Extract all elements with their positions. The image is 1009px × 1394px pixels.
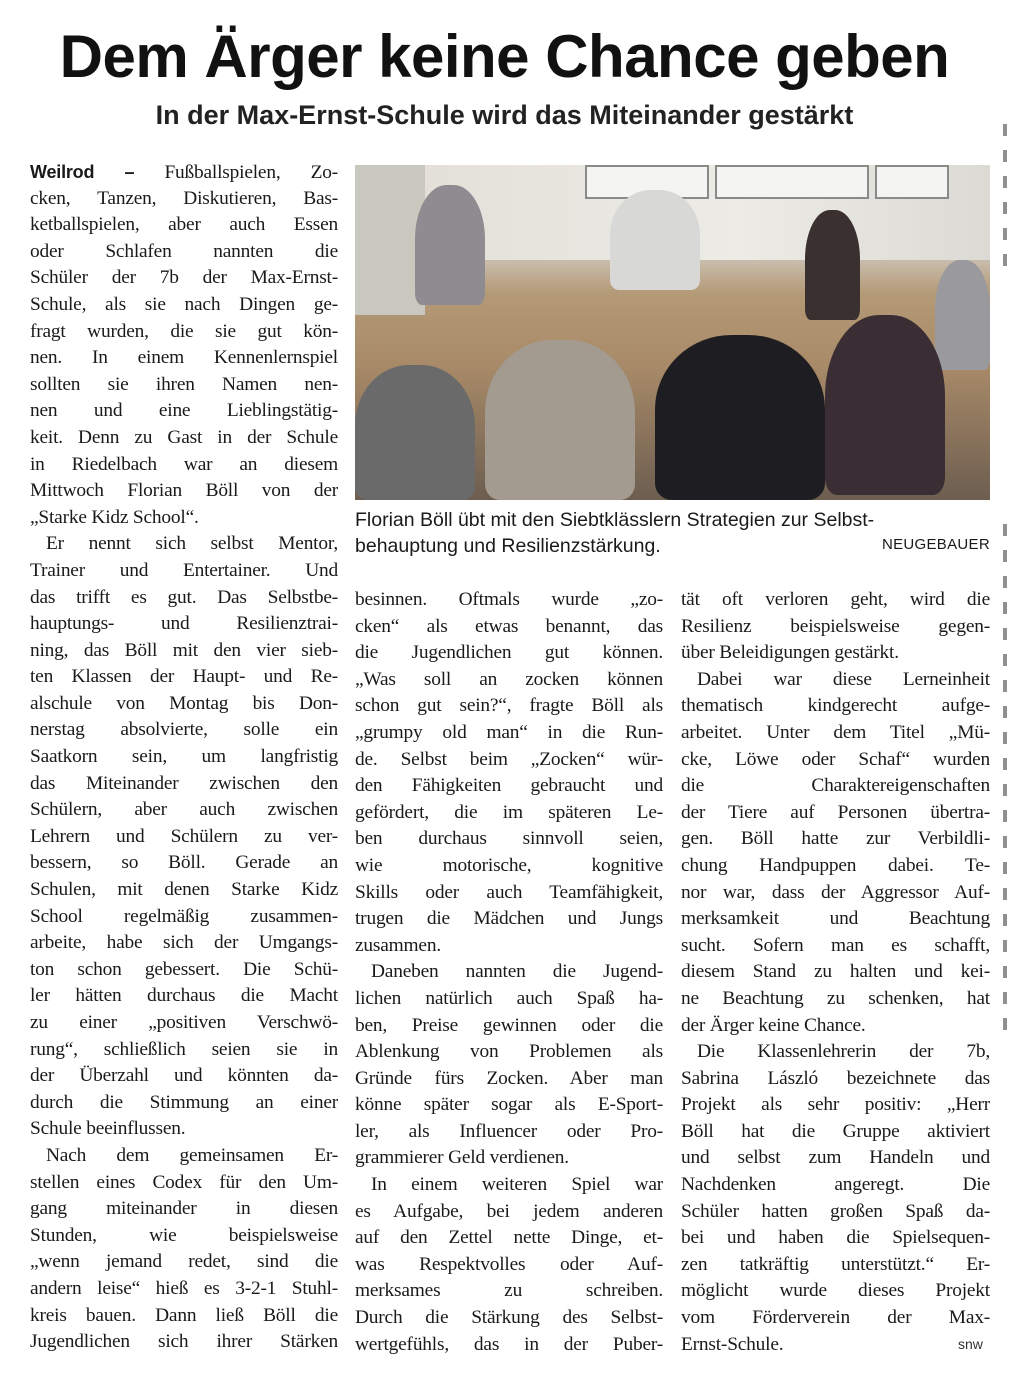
- text-line: diesem Stand zu halten und kei-: [681, 961, 990, 983]
- text-line: Stunden, wie beispielsweise: [30, 1224, 338, 1246]
- paragraph: [355, 1172, 663, 1358]
- text-line: „Starke Kidz School“.: [30, 506, 199, 528]
- text-line: merksamkeit und Beachtung: [681, 908, 990, 930]
- text-line: durch die Stimmung an einer: [30, 1091, 338, 1113]
- text-line: oder Schlafen nannten die: [30, 240, 338, 262]
- caption-line: behauptung und Resilienzstärkung.: [355, 535, 661, 557]
- paragraph: [681, 587, 990, 667]
- text-line-content: Fußballspielen, Zo-: [164, 162, 338, 183]
- adjacent-article-edge: [1003, 510, 1009, 1390]
- text-line: rung“, schließlich seien sie in: [30, 1038, 338, 1060]
- paragraph: [681, 1039, 990, 1358]
- text-line: Ablenkung von Problemen als: [355, 1041, 663, 1063]
- text-line: tät oft verloren geht, wird die: [681, 589, 990, 610]
- text-line: ler hätten durchaus die Macht: [30, 985, 338, 1007]
- headline: Dem Ärger keine Chance geben: [59, 23, 950, 90]
- text-line: lichen natürlich auch Spaß ha-: [355, 987, 663, 1009]
- text-line: ben durchaus sinnvoll seien,: [355, 828, 663, 850]
- text-line: zusammen.: [355, 934, 441, 956]
- photo-credit: NEUGEBAUER: [881, 536, 990, 553]
- text-line: besinnen. Oftmals wurde „zo-: [355, 589, 663, 610]
- text-line: in Riedelbach war an diesem: [30, 453, 338, 475]
- text-line: bei und haben die Spielsequen-: [681, 1227, 990, 1249]
- text-line: ketballspielen, aber auch Essen: [30, 214, 338, 236]
- text-line: wie motorische, kognitive: [355, 854, 663, 876]
- text-line: School regelmäßig zusammen-: [30, 905, 338, 927]
- text-line: und selbst zum Handeln und: [681, 1147, 990, 1169]
- paragraph: [30, 531, 338, 1143]
- text-line: Jugendlichen sich ihrer Stärken: [30, 1331, 338, 1353]
- text-line: kreis bauen. Dann ließ Böll die: [30, 1304, 338, 1326]
- text-line: schon gut sein?“, fragte Böll als: [355, 695, 663, 717]
- text-line: thematisch kindgerecht aufge-: [681, 695, 990, 717]
- text-line: wertgefühls, das in der Puber-: [355, 1333, 663, 1355]
- text-line: Schüler hatten großen Spaß da-: [681, 1200, 990, 1222]
- text-line: gen. Böll hatte zur Verbildli-: [681, 828, 990, 850]
- text-column-2: [355, 587, 663, 1358]
- text-line: Projekt als sehr positiv: „Herr: [681, 1094, 990, 1116]
- text-line: Schulen, mit denen Starke Kidz: [30, 879, 338, 901]
- text-line: „grumpy old man“ in die Run-: [355, 721, 663, 743]
- text-line: sollten sie ihren Namen nen-: [30, 373, 338, 395]
- text-line: Durch die Stärkung des Selbst-: [355, 1307, 663, 1329]
- adjacent-article-edge: [1003, 110, 1009, 330]
- text-line: das Miteinander zwischen den: [30, 772, 338, 794]
- text-line: Schule beeinflussen.: [30, 1118, 186, 1140]
- text-line: möglicht wurde dieses Projekt: [681, 1280, 990, 1302]
- text-line: arbeitet. Unter dem Titel „Mü-: [681, 721, 990, 743]
- text-line: Er nennt sich selbst Mentor,: [46, 533, 338, 555]
- text-line: Mittwoch Florian Böll von der: [30, 480, 338, 502]
- text-line: Schule, als sie nach Dingen ge-: [30, 293, 338, 315]
- text-line: ne Beachtung zu schenken, hat: [681, 987, 990, 1009]
- text-line: Trainer und Entertainer. Und: [30, 559, 338, 581]
- text-line: Die Klassenlehrerin der 7b,: [697, 1041, 990, 1063]
- text-line: „Was soll an zocken können: [355, 668, 663, 690]
- text-line: andern leise“ hieß es 3-2-1 Stuhl-: [30, 1277, 338, 1299]
- text-line: trugen die Mädchen und Jungs: [355, 908, 663, 930]
- text-line: nen und eine Lieblingstätig-: [30, 400, 338, 422]
- text-line: ten Klassen der Haupt- und Re-: [30, 666, 338, 688]
- text-line: Saatkorn sein, um langfristig: [30, 746, 338, 768]
- paragraph: [681, 667, 990, 1039]
- text-line: Skills oder auch Teamfähigkeit,: [355, 881, 663, 903]
- text-line: Nachdenken angeregt. Die: [681, 1174, 990, 1196]
- text-line: das trifft es gut. Das Selbstbe-: [30, 586, 338, 608]
- text-line: ben, Preise gewinnen oder die: [355, 1014, 663, 1036]
- text-line: Schülern, aber auch zwischen: [30, 799, 338, 821]
- text-line: den Fähigkeiten gebraucht und: [355, 775, 663, 797]
- paragraph: [355, 587, 663, 959]
- text-line: [30, 159, 338, 186]
- text-line: cke, Löwe oder Schaf“ wurden: [681, 748, 990, 770]
- text-line: Resilienz beispielsweise gegen-: [681, 615, 990, 637]
- text-line: de. Selbst beim „Zocken“ wür-: [355, 748, 663, 770]
- text-line: gefördert, die im späteren Le-: [355, 801, 663, 823]
- author-signature: snw: [958, 1336, 983, 1352]
- text-line: Gründe fürs Zocken. Aber man: [355, 1067, 663, 1089]
- text-line: die Charaktereigenschaften: [681, 775, 990, 797]
- caption-line: Florian Böll übt mit den Siebtklässlern Strategien zur Selbst-: [355, 509, 875, 531]
- text-line: arbeite, habe sich der Umgangs-: [30, 932, 338, 954]
- text-line: der Tiere auf Personen übertra-: [681, 801, 990, 823]
- text-column-3: [681, 587, 990, 1358]
- text-line: fragt wurden, die sie gut kön-: [30, 320, 338, 342]
- text-line: gang miteinander in diesen: [30, 1198, 338, 1220]
- text-line: ton schon gebessert. Die Schü-: [30, 958, 338, 980]
- text-line: „wenn jemand redet, sind die: [30, 1251, 338, 1273]
- text-line: grammierer Geld verdienen.: [355, 1147, 569, 1169]
- text-line: Böll hat die Gruppe aktiviert: [681, 1120, 990, 1142]
- text-line: der Ärger keine Chance.: [681, 1014, 866, 1036]
- text-line: stellen eines Codex für den Um-: [30, 1171, 338, 1193]
- text-line: was Respektvolles oder Auf-: [355, 1253, 663, 1275]
- text-line: In einem weiteren Spiel war: [371, 1174, 663, 1196]
- text-line: nor war, dass der Aggressor Auf-: [681, 881, 990, 903]
- text-line: vom Förderverein der Max-: [681, 1307, 990, 1329]
- text-line: merksames zu schreiben.: [355, 1280, 663, 1302]
- text-line: zu einer „positiven Verschwö-: [30, 1012, 338, 1033]
- dateline: Weilrod –: [30, 162, 135, 182]
- text-line: Schüler der 7b der Max-Ernst-: [30, 267, 338, 289]
- text-line: Lehrern und Schülern zu ver-: [30, 825, 338, 847]
- text-line: es Aufgabe, bei jedem anderen: [355, 1200, 663, 1222]
- text-line: keit. Denn zu Gast in der Schule: [30, 426, 338, 448]
- paragraph: [30, 159, 338, 531]
- text-line: nerstag absolvierte, solle ein: [30, 719, 338, 741]
- paragraph: [355, 959, 663, 1172]
- text-line: nen. In einem Kennenlernspiel: [30, 347, 338, 369]
- text-line: auf den Zettel nette Dinge, et-: [355, 1227, 663, 1249]
- text-line: hauptungs- und Resilienztrai-: [30, 613, 338, 635]
- text-column-1: [30, 159, 338, 1356]
- text-line: der Überzahl und könnten da-: [30, 1065, 338, 1087]
- text-line: Sabrina László bezeichnete das: [681, 1067, 990, 1089]
- text-line: Daneben nannten die Jugend-: [371, 961, 663, 983]
- text-line: cken, Tanzen, Diskutieren, Bas-: [30, 187, 338, 209]
- text-line: Dabei war diese Lerneinheit: [697, 668, 990, 690]
- text-line: ler, als Influencer oder Pro-: [355, 1120, 663, 1142]
- text-line: die Jugendlichen gut können.: [355, 642, 663, 664]
- text-line: chung Handpuppen dabei. Te-: [681, 854, 990, 876]
- text-line: alschule von Montag bis Don-: [30, 692, 338, 714]
- text-line: bessern, so Böll. Gerade an: [30, 852, 338, 874]
- photo-caption: [355, 507, 990, 559]
- paragraph: [30, 1143, 338, 1356]
- text-line: über Beleidigungen gestärkt.: [681, 642, 899, 664]
- text-line: zen tatkräftig unterstützt.“ Er-: [681, 1253, 990, 1275]
- subheadline: In der Max-Ernst-Schule wird das Miteinander gestärkt: [155, 100, 854, 130]
- text-line: könne später sogar als E-Sport-: [355, 1094, 663, 1116]
- text-line: Nach dem gemeinsamen Er-: [46, 1144, 338, 1166]
- article-photo: [355, 165, 990, 500]
- text-line: ning, das Böll mit den vier sieb-: [30, 639, 338, 661]
- text-line: sucht. Sofern man es schafft,: [681, 934, 990, 956]
- text-line: cken“ als etwas benannt, das: [355, 615, 663, 637]
- text-line: Ernst-Schule.: [681, 1333, 784, 1355]
